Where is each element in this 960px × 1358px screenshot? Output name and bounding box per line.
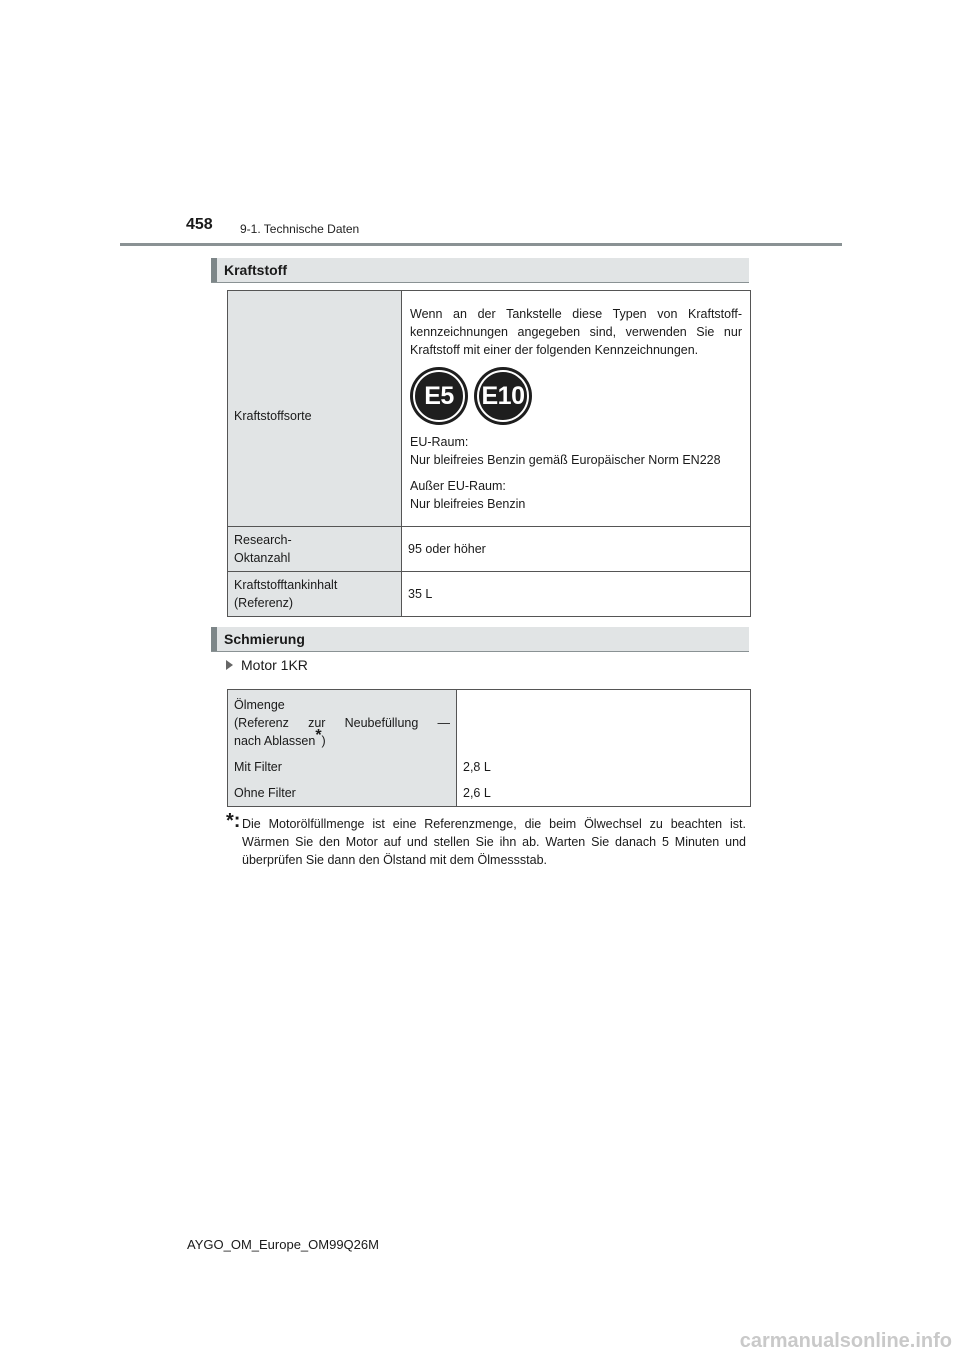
- table-row: [228, 291, 751, 527]
- engine-subheading: [226, 657, 308, 673]
- tank-label-line2: (Referenz): [234, 596, 294, 610]
- oil-with-filter-value: 2,8 L: [457, 754, 751, 780]
- table-row: [228, 754, 751, 780]
- engine-subheading-text: Motor 1KR: [241, 657, 308, 673]
- kraftstoff-table: [227, 290, 751, 617]
- eu-text: Nur bleifreies Benzin gemäß Europäischer Norm EN228: [410, 452, 721, 467]
- section-title: Schmierung: [224, 631, 305, 647]
- watermark: carmanualsonline.info: [739, 1330, 952, 1352]
- table-key-cell: Ohne Filter: [228, 780, 457, 807]
- badge-text: E5: [424, 381, 454, 410]
- footnote: [226, 810, 746, 869]
- section-bar: [211, 258, 217, 282]
- table-key-cell: [228, 690, 457, 755]
- table-row: [228, 780, 751, 807]
- badge-text: E10: [481, 381, 525, 410]
- chapter-title: 9-1. Technische Daten: [240, 222, 360, 236]
- oil-head-line1: Ölmenge: [234, 698, 285, 712]
- footnote-star: *: [315, 726, 322, 744]
- oil-head-line3: nach Ablassen: [234, 734, 316, 748]
- document-id: AYGO_OM_Europe_OM99Q26M: [187, 1237, 379, 1252]
- octane-label-line2: Oktanzahl: [234, 551, 291, 565]
- footnote-marker: *:: [226, 810, 241, 832]
- triangle-bullet-icon: [226, 660, 233, 670]
- fuel-label-badges: [410, 367, 742, 425]
- non-eu-text: Nur bleifreies Benzin: [410, 496, 526, 511]
- oil-head-close: ): [321, 734, 326, 748]
- eu-label: EU-Raum:: [410, 434, 469, 449]
- table-key-cell: [228, 291, 402, 527]
- oil-head-line3-wrap: [234, 726, 450, 750]
- octane-label-line1: Research-: [234, 533, 292, 547]
- fuel-intro-text: Wenn an der Tankstelle diese Typen von Kraftstoff-kennzeichnungen angegeben sind, verwenden Sie nur Kraftstoff mit einer der folgenden Kennzeichnungen.: [410, 306, 742, 357]
- kraftstoffsorte-label: Kraftstoffsorte: [234, 408, 312, 423]
- oil-table: [227, 689, 751, 807]
- table-row: [228, 690, 751, 755]
- section-header-schmierung: [211, 627, 749, 652]
- table-row: [228, 527, 751, 572]
- octane-value: 95 oder höher: [402, 527, 751, 572]
- tank-label-line1: Kraftstofftankinhalt: [234, 578, 338, 592]
- section-bar: [211, 627, 217, 651]
- footnote-text: Die Motorölfüllmenge ist eine Referenzmenge, die beim Ölwechsel zu beachten ist. Wärmen Sie den Motor auf und stellen Sie ihn ab. Warten Sie danach 5 Minuten und überprüfen Sie dann den Ölstand mit dem Ölmessstab.: [242, 817, 746, 867]
- table-key-cell: [228, 527, 402, 572]
- e5-label-badge: [410, 367, 468, 425]
- table-value-cell: [402, 291, 751, 527]
- non-eu-label: Außer EU-Raum:: [410, 478, 506, 493]
- table-row: [228, 572, 751, 617]
- oil-head-line2: (Referenz zur Neubefüllung —: [234, 716, 450, 730]
- section-header-kraftstoff: [211, 258, 749, 283]
- header-rule: [120, 243, 842, 246]
- section-title: Kraftstoff: [224, 262, 287, 278]
- table-key-cell: [228, 572, 402, 617]
- e10-label-badge: [474, 367, 532, 425]
- oil-without-filter-value: 2,6 L: [457, 780, 751, 807]
- tank-value: 35 L: [402, 572, 751, 617]
- table-key-cell: Mit Filter: [228, 754, 457, 780]
- page-number: 458: [186, 216, 213, 233]
- table-value-cell: [457, 690, 751, 755]
